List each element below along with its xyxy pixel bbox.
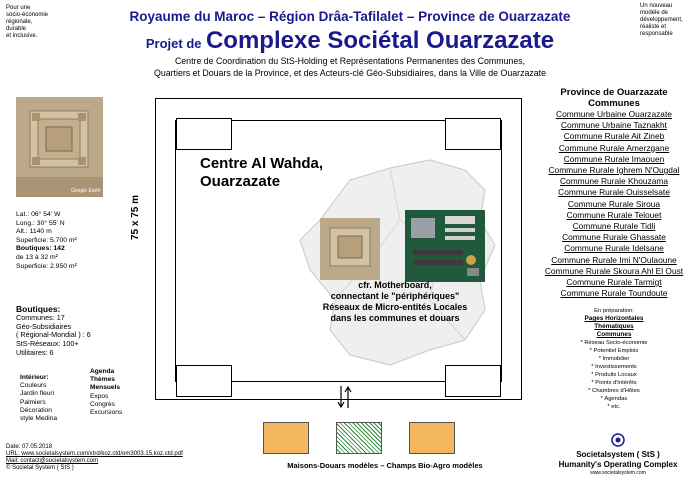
subtitle-line: Centre de Coordination du StS-Holding et Représentations Permanentes des Communes, — [174, 56, 526, 66]
fact-line: Superficie: 2.950 m² — [16, 262, 77, 270]
header-subtitle — [100, 56, 600, 79]
photo-caption: Google Earth — [71, 188, 101, 194]
commune-link[interactable]: Commune Rurale Ait Zineb — [563, 131, 665, 142]
site-facts — [16, 211, 108, 271]
slogan-line: Pour une — [6, 5, 31, 11]
centre-line: Centre Al Wahda, — [200, 155, 324, 172]
preparation-item: * Points d'Intérêts — [591, 380, 637, 386]
societalsystem-logo-icon — [609, 432, 627, 448]
province-title: Province de Ouarzazate — [560, 87, 668, 98]
slogan-line: modèle de — [640, 10, 669, 16]
agenda-title: Thèmes — [90, 376, 115, 384]
boutiques-line: Utilitaires: 6 — [16, 347, 54, 357]
fact-line: Superficie: 5.700 m² — [16, 236, 77, 244]
commune-link[interactable]: Commune Urbaine Ouarzazate — [556, 109, 672, 119]
footer-copyright: © Societal System ( StS ) — [6, 465, 74, 471]
interieur-line: Décoration — [20, 406, 52, 414]
slogan-line: développement, — [640, 17, 683, 23]
interieur-block — [20, 374, 78, 423]
caption-line: cfr. Motherboard, — [358, 280, 432, 290]
preparation-item: * Chambres d'Hôtes — [588, 388, 640, 394]
caption-line: connectant le "périphériques" — [330, 291, 460, 301]
agenda-title: Agenda — [90, 368, 115, 375]
boutiques-line: ( Régional-Mondial ) : 6 — [16, 330, 91, 340]
preparation-item: * Investissements — [591, 364, 637, 370]
boutiques-line: StS-Réseaux: 100+ — [16, 339, 79, 349]
agenda-line: Expos — [90, 392, 109, 400]
agenda-line: Excursions — [90, 409, 123, 417]
brand-name: Societalsystem ( StS ) — [576, 450, 660, 459]
commune-link[interactable]: Commune Urbaine Taznakht — [561, 120, 667, 131]
commune-link[interactable]: Commune Rurale Ouisselsate — [558, 187, 670, 198]
commune-link[interactable]: Commune Rurale Toundoute — [560, 288, 668, 299]
centre-label — [200, 155, 323, 191]
commune-link[interactable]: Commune Rurale Tarmigt — [566, 277, 662, 288]
agenda-line: Congrès — [90, 400, 115, 408]
slogan-line: durable — [6, 26, 27, 32]
interieur-line: Palmiers — [20, 398, 46, 406]
motherboard-caption — [290, 280, 500, 324]
corner-building-tr — [445, 118, 501, 150]
fields-caption: Maisons-Douars modèles – Champs Bio-Agro modèles — [287, 461, 483, 470]
preparation-intro: En préparation: — [594, 308, 634, 314]
commune-link[interactable]: Commune Rurale Ghassate — [562, 232, 666, 243]
province-subtitle: Communes — [588, 98, 640, 109]
interieur-line: Jardin fleuri — [20, 390, 55, 398]
centre-line: Ouarzazate — [200, 173, 281, 190]
fact-line: Alt.: 1140 m — [16, 228, 52, 236]
preparation-item: * Agendas — [600, 396, 628, 402]
commune-link[interactable]: Commune Rurale Idelsane — [564, 243, 664, 254]
project-title-prefix: Projet de — [145, 36, 202, 51]
aerial-photo — [16, 97, 103, 197]
boutiques-line: Communes: 17 — [16, 312, 65, 322]
boutiques-line: Géo-Subsidiaires — [16, 321, 72, 331]
fact-line: Boutiques: 142 — [16, 245, 65, 253]
interieur-line: style Medina — [20, 415, 58, 423]
agenda-block — [90, 368, 142, 417]
caption-line: dans les communes et douars — [330, 313, 460, 323]
footer-info — [6, 444, 226, 472]
preparation-item: * Produits Locaux — [591, 372, 637, 378]
footer-date: Date: 07.05.2018 — [6, 444, 53, 450]
plan-dimension-label: 75 x 75 m — [130, 194, 141, 240]
preparation-title[interactable]: Communes — [596, 331, 632, 338]
maison-douar-field-left — [263, 422, 309, 454]
commune-link[interactable]: Commune Rurale Imi N'Oulaoune — [551, 254, 677, 265]
caption-line: Réseaux de Micro-entités Locales — [322, 302, 468, 312]
bio-agro-field — [336, 422, 382, 454]
motherboard-image — [405, 210, 485, 282]
fact-line: Lat.: 06° 54' W — [16, 211, 61, 218]
right-slogan — [640, 3, 698, 38]
brand-tagline: Humanity's Operating Complex — [558, 460, 678, 469]
slogan-line: et inclusive. — [6, 33, 38, 39]
preparation-item: * etc. — [607, 404, 621, 410]
boutiques-breakdown — [16, 305, 116, 358]
footer-mail-link[interactable]: Mail: contact@societalsystem.com — [6, 458, 99, 464]
footer-url-link[interactable]: URL: www.societalsystem.com/xtrd/koz.ctd/om3003.15.koz.ctd.pdf — [6, 451, 183, 457]
commune-link[interactable]: Commune Rurale Telouet — [566, 209, 662, 220]
brand-block — [538, 450, 698, 476]
interieur-line: Couleurs — [20, 382, 47, 390]
subtitle-line: Quartiers et Douars de la Province, et des Acteurs-clé Géo-Subsidiaires, dans la Ville de Ouarzazate — [154, 67, 546, 78]
commune-link[interactable]: Commune Rurale Imaouen — [563, 153, 665, 164]
interieur-title: Intérieur: — [20, 374, 49, 381]
maison-douar-field-right — [409, 422, 455, 454]
commune-link[interactable]: Commune Rurale Siroua — [567, 198, 661, 209]
province-communes-list — [534, 87, 694, 299]
slogan-line: régionale, — [6, 19, 33, 25]
commune-link[interactable]: Commune Rurale Ighrem N'Ougdal — [548, 165, 680, 176]
header-project-title — [0, 27, 700, 55]
preparation-block — [548, 307, 680, 411]
corner-building-bl — [176, 365, 232, 397]
slogan-line: socio-économie — [6, 12, 49, 18]
preparation-title[interactable]: Pages Horizontales — [584, 315, 644, 322]
preparation-title[interactable]: Thématiques — [594, 323, 634, 330]
preparation-item: * Immobilier — [598, 356, 630, 362]
header-region-line: Royaume du Maroc – Région Drâa-Tafilalet – Province de Ouarzazate — [129, 9, 571, 24]
slogan-line: responsable — [640, 31, 673, 37]
agenda-title: Mensuels — [90, 384, 121, 392]
entrance-arrows-icon — [337, 384, 353, 410]
brand-url: www.societalsystem.com — [590, 470, 646, 476]
preparation-item: * Potentiel Emplois — [589, 348, 639, 354]
commune-link[interactable]: Commune Rurale Tidli — [572, 221, 656, 232]
commune-link[interactable]: Commune Rurale Skoura Ahl El Oust — [544, 265, 684, 276]
fact-line: de 13 à 32 m² — [16, 253, 58, 261]
commune-link[interactable]: Commune Rurale Khouzama — [560, 176, 668, 187]
preparation-item: * Réseau Socio-économie — [580, 340, 648, 346]
slogan-line: Un nouveau — [640, 3, 673, 9]
fact-line: Long.: 30° 55' N — [16, 219, 65, 227]
project-title-main: Complexe Sociétal Ouarzazate — [205, 27, 555, 54]
commune-link[interactable]: Commune Rurale Amerzgane — [558, 142, 670, 153]
slogan-line: réaliste et — [640, 24, 667, 30]
corner-building-tl — [176, 118, 232, 150]
aerial-thumbnail — [320, 218, 380, 280]
left-slogan — [6, 5, 68, 40]
boutiques-title: Boutiques: — [16, 304, 61, 314]
